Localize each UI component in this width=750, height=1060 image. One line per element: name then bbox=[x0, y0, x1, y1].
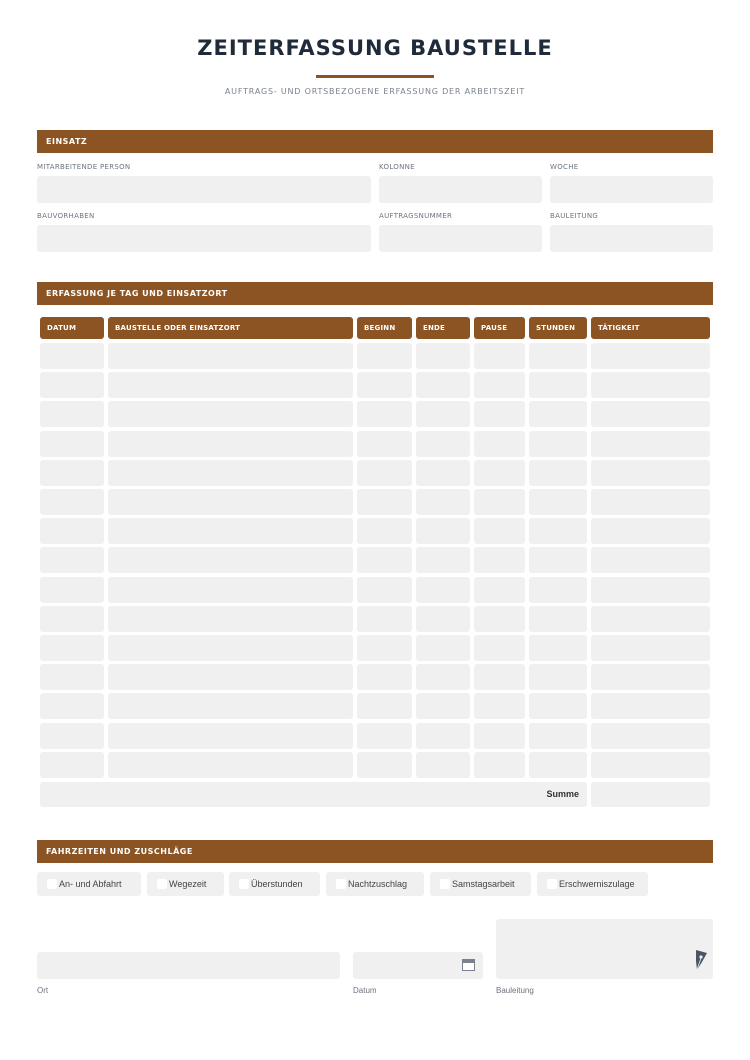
checkbox-ueberstunden[interactable] bbox=[229, 872, 320, 896]
table-cell-pause[interactable] bbox=[474, 693, 525, 719]
checkbox-wegezeit[interactable] bbox=[147, 872, 224, 896]
table-cell-baustelle[interactable] bbox=[108, 343, 353, 369]
table-cell-datum[interactable] bbox=[40, 460, 104, 486]
table-cell-ende[interactable] bbox=[416, 723, 470, 749]
table-cell-pause[interactable] bbox=[474, 752, 525, 778]
table-cell-pause[interactable] bbox=[474, 460, 525, 486]
section-fahrzeiten-heading: FAHRZEITEN UND ZUSCHLÄGE bbox=[37, 840, 713, 863]
table-cell-taetigkeit[interactable] bbox=[591, 518, 710, 544]
summe-field[interactable] bbox=[591, 782, 710, 807]
checkbox-box[interactable] bbox=[157, 879, 167, 889]
title-divider bbox=[316, 75, 434, 78]
kolonne-label: KOLONNE bbox=[379, 163, 415, 171]
table-cell-beginn[interactable] bbox=[357, 577, 412, 603]
table-cell-datum[interactable] bbox=[40, 635, 104, 661]
calendar-icon[interactable] bbox=[462, 959, 475, 971]
table-cell-stunden[interactable] bbox=[529, 606, 587, 632]
table-cell-stunden[interactable] bbox=[529, 577, 587, 603]
table-cell-stunden[interactable] bbox=[529, 401, 587, 427]
table-cell-stunden[interactable] bbox=[529, 723, 587, 749]
table-cell-beginn[interactable] bbox=[357, 518, 412, 544]
table-cell-ende[interactable] bbox=[416, 606, 470, 632]
table-cell-taetigkeit[interactable] bbox=[591, 372, 710, 398]
table-cell-ende[interactable] bbox=[416, 577, 470, 603]
table-cell-beginn[interactable] bbox=[357, 460, 412, 486]
table-cell-baustelle[interactable] bbox=[108, 372, 353, 398]
table-cell-pause[interactable] bbox=[474, 372, 525, 398]
signature-field[interactable] bbox=[496, 919, 713, 979]
table-cell-baustelle[interactable] bbox=[108, 693, 353, 719]
table-cell-beginn[interactable] bbox=[357, 723, 412, 749]
table-cell-pause[interactable] bbox=[474, 518, 525, 544]
checkbox-box[interactable] bbox=[547, 879, 557, 889]
table-cell-baustelle[interactable] bbox=[108, 460, 353, 486]
checkbox-label: An- und Abfahrt bbox=[59, 879, 122, 889]
table-cell-baustelle[interactable] bbox=[108, 752, 353, 778]
table-cell-baustelle[interactable] bbox=[108, 518, 353, 544]
mitarbeitende-label: MITARBEITENDE PERSON bbox=[37, 163, 131, 171]
table-cell-taetigkeit[interactable] bbox=[591, 723, 710, 749]
checkbox-label: Nachtzuschlag bbox=[348, 879, 408, 889]
woche-label: WOCHE bbox=[550, 163, 579, 171]
page-subtitle: AUFTRAGS- UND ORTSBEZOGENE ERFASSUNG DER ARBEITSZEIT bbox=[224, 87, 526, 96]
checkbox-label: Überstunden bbox=[251, 879, 303, 889]
table-cell-ende[interactable] bbox=[416, 401, 470, 427]
checkbox-box[interactable] bbox=[47, 879, 57, 889]
checkbox-box[interactable] bbox=[440, 879, 450, 889]
table-cell-beginn[interactable] bbox=[357, 547, 412, 573]
table-cell-taetigkeit[interactable] bbox=[591, 693, 710, 719]
table-cell-taetigkeit[interactable] bbox=[591, 635, 710, 661]
datum-label: Datum bbox=[353, 986, 377, 995]
table-cell-taetigkeit[interactable] bbox=[591, 664, 710, 690]
table-cell-ende[interactable] bbox=[416, 343, 470, 369]
table-cell-stunden[interactable] bbox=[529, 693, 587, 719]
table-cell-datum[interactable] bbox=[40, 606, 104, 632]
table-cell-taetigkeit[interactable] bbox=[591, 460, 710, 486]
table-cell-pause[interactable] bbox=[474, 606, 525, 632]
column-header-stunden: STUNDEN bbox=[529, 317, 587, 339]
bauvorhaben-field[interactable] bbox=[37, 225, 371, 252]
table-cell-pause[interactable] bbox=[474, 547, 525, 573]
table-cell-ende[interactable] bbox=[416, 635, 470, 661]
checkbox-samstagsarbeit[interactable] bbox=[430, 872, 531, 896]
table-cell-ende[interactable] bbox=[416, 547, 470, 573]
mitarbeitende-field[interactable] bbox=[37, 176, 371, 203]
bauleitung-header-field[interactable] bbox=[550, 225, 713, 252]
column-header-baustelle: BAUSTELLE ODER EINSATZORT bbox=[108, 317, 353, 339]
table-cell-baustelle[interactable] bbox=[108, 547, 353, 573]
table-cell-taetigkeit[interactable] bbox=[591, 547, 710, 573]
table-cell-baustelle[interactable] bbox=[108, 606, 353, 632]
table-cell-datum[interactable] bbox=[40, 372, 104, 398]
checkbox-nachtzuschlag[interactable] bbox=[326, 872, 424, 896]
checkbox-erschwerniszulage[interactable] bbox=[537, 872, 648, 896]
summe-label: Summe bbox=[546, 789, 579, 799]
table-cell-datum[interactable] bbox=[40, 431, 104, 457]
table-cell-beginn[interactable] bbox=[357, 343, 412, 369]
pen-nib-icon bbox=[693, 949, 709, 971]
table-cell-beginn[interactable] bbox=[357, 431, 412, 457]
checkbox-label: Wegezeit bbox=[169, 879, 207, 889]
table-cell-pause[interactable] bbox=[474, 489, 525, 515]
table-cell-pause[interactable] bbox=[474, 577, 525, 603]
table-cell-stunden[interactable] bbox=[529, 635, 587, 661]
table-cell-beginn[interactable] bbox=[357, 752, 412, 778]
table-cell-beginn[interactable] bbox=[357, 693, 412, 719]
table-cell-baustelle[interactable] bbox=[108, 635, 353, 661]
table-cell-stunden[interactable] bbox=[529, 547, 587, 573]
section-einsatz-heading: EINSATZ bbox=[37, 130, 713, 153]
table-cell-pause[interactable] bbox=[474, 343, 525, 369]
table-cell-baustelle[interactable] bbox=[108, 664, 353, 690]
table-cell-baustelle[interactable] bbox=[108, 489, 353, 515]
table-cell-stunden[interactable] bbox=[529, 343, 587, 369]
section-erfassung-heading: ERFASSUNG JE TAG UND EINSATZORT bbox=[37, 282, 713, 305]
table-cell-datum[interactable] bbox=[40, 547, 104, 573]
table-cell-taetigkeit[interactable] bbox=[591, 489, 710, 515]
table-cell-stunden[interactable] bbox=[529, 489, 587, 515]
column-header-datum: DATUM bbox=[40, 317, 104, 339]
table-cell-datum[interactable] bbox=[40, 577, 104, 603]
table-cell-taetigkeit[interactable] bbox=[591, 343, 710, 369]
table-cell-stunden[interactable] bbox=[529, 664, 587, 690]
datum-field[interactable] bbox=[353, 952, 483, 979]
table-cell-pause[interactable] bbox=[474, 635, 525, 661]
auftragsnummer-field[interactable] bbox=[379, 225, 542, 252]
table-cell-baustelle[interactable] bbox=[108, 431, 353, 457]
table-cell-ende[interactable] bbox=[416, 518, 470, 544]
table-cell-pause[interactable] bbox=[474, 431, 525, 457]
table-cell-ende[interactable] bbox=[416, 752, 470, 778]
table-cell-datum[interactable] bbox=[40, 343, 104, 369]
table-cell-taetigkeit[interactable] bbox=[591, 431, 710, 457]
table-cell-stunden[interactable] bbox=[529, 752, 587, 778]
table-cell-ende[interactable] bbox=[416, 372, 470, 398]
table-cell-datum[interactable] bbox=[40, 401, 104, 427]
table-cell-ende[interactable] bbox=[416, 664, 470, 690]
table-cell-baustelle[interactable] bbox=[108, 401, 353, 427]
table-cell-taetigkeit[interactable] bbox=[591, 401, 710, 427]
table-cell-beginn[interactable] bbox=[357, 372, 412, 398]
table-cell-stunden[interactable] bbox=[529, 372, 587, 398]
table-cell-baustelle[interactable] bbox=[108, 577, 353, 603]
checkbox-box[interactable] bbox=[239, 879, 249, 889]
column-header-beginn: BEGINN bbox=[357, 317, 412, 339]
ort-label: Ort bbox=[37, 986, 49, 995]
table-cell-ende[interactable] bbox=[416, 693, 470, 719]
column-header-pause: PAUSE bbox=[474, 317, 525, 339]
table-cell-taetigkeit[interactable] bbox=[591, 577, 710, 603]
checkbox-an-abfahrt[interactable] bbox=[37, 872, 141, 896]
table-cell-beginn[interactable] bbox=[357, 401, 412, 427]
table-cell-pause[interactable] bbox=[474, 723, 525, 749]
table-cell-ende[interactable] bbox=[416, 431, 470, 457]
table-cell-beginn[interactable] bbox=[357, 489, 412, 515]
auftragsnummer-label: AUFTRAGSNUMMER bbox=[379, 212, 453, 220]
column-header-taetigkeit: TÄTIGKEIT bbox=[591, 317, 710, 339]
table-cell-beginn[interactable] bbox=[357, 635, 412, 661]
table-cell-ende[interactable] bbox=[416, 489, 470, 515]
table-cell-ende[interactable] bbox=[416, 460, 470, 486]
table-cell-stunden[interactable] bbox=[529, 460, 587, 486]
woche-field[interactable] bbox=[550, 176, 713, 203]
kolonne-field[interactable] bbox=[379, 176, 542, 203]
table-cell-stunden[interactable] bbox=[529, 518, 587, 544]
table-cell-stunden[interactable] bbox=[529, 431, 587, 457]
table-cell-datum[interactable] bbox=[40, 723, 104, 749]
table-cell-taetigkeit[interactable] bbox=[591, 606, 710, 632]
table-cell-pause[interactable] bbox=[474, 401, 525, 427]
checkbox-label: Samstagsarbeit bbox=[452, 879, 515, 889]
table-cell-datum[interactable] bbox=[40, 752, 104, 778]
bauleitung-signature-label: Bauleitung bbox=[496, 986, 534, 995]
table-cell-datum[interactable] bbox=[40, 489, 104, 515]
table-cell-beginn[interactable] bbox=[357, 664, 412, 690]
bauvorhaben-label: BAUVORHABEN bbox=[37, 212, 95, 220]
table-cell-taetigkeit[interactable] bbox=[591, 752, 710, 778]
table-cell-baustelle[interactable] bbox=[108, 723, 353, 749]
ort-field[interactable] bbox=[37, 952, 340, 979]
table-cell-datum[interactable] bbox=[40, 518, 104, 544]
checkbox-box[interactable] bbox=[336, 879, 346, 889]
table-cell-datum[interactable] bbox=[40, 664, 104, 690]
table-cell-pause[interactable] bbox=[474, 664, 525, 690]
checkbox-label: Erschwerniszulage bbox=[559, 879, 635, 889]
table-cell-beginn[interactable] bbox=[357, 606, 412, 632]
bauleitung-header-label: BAULEITUNG bbox=[550, 212, 599, 220]
table-cell-datum[interactable] bbox=[40, 693, 104, 719]
column-header-ende: ENDE bbox=[416, 317, 470, 339]
summe-row bbox=[40, 782, 587, 807]
page-title: ZEITERFASSUNG BAUSTELLE bbox=[197, 36, 553, 60]
